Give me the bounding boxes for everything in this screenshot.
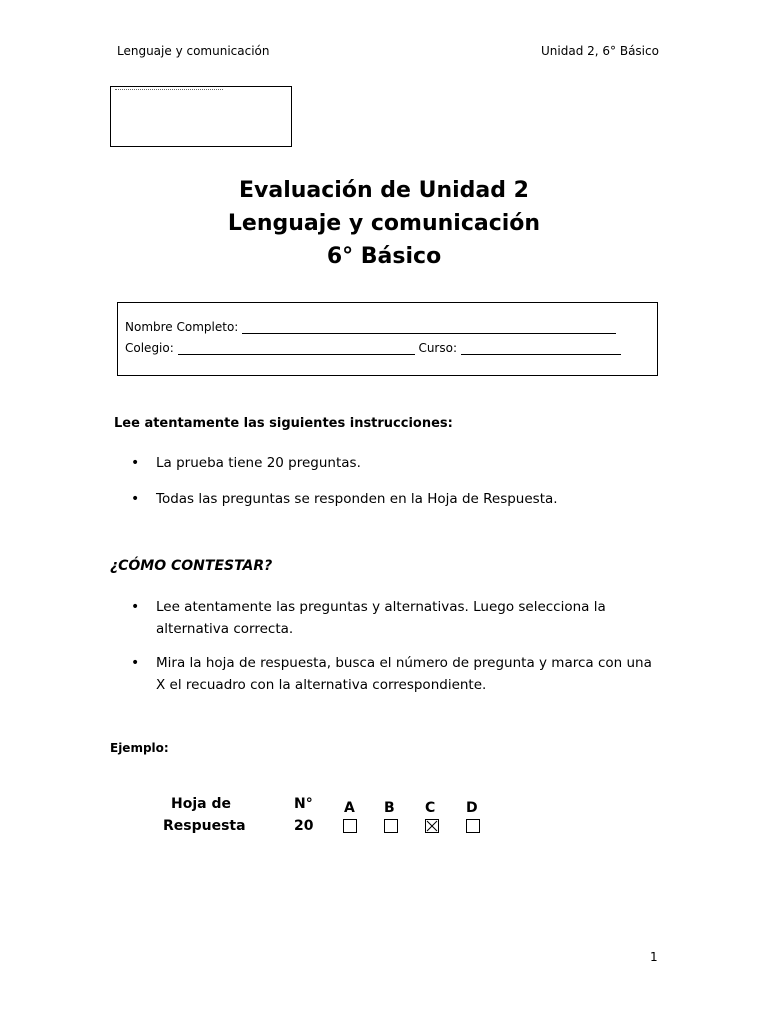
question-number-value: 20 xyxy=(294,818,314,834)
answer-checkbox-d[interactable] xyxy=(466,819,480,833)
answer-checkbox-b[interactable] xyxy=(384,819,398,833)
how-to-item xyxy=(131,596,656,640)
header-subject: Lenguaje y comunicación xyxy=(117,44,270,58)
x-mark-icon xyxy=(426,820,438,832)
answer-checkbox-a[interactable] xyxy=(343,819,357,833)
answer-checkbox-c[interactable] xyxy=(425,819,439,833)
header-unit: Unidad 2, 6° Básico xyxy=(541,44,659,58)
colegio-row xyxy=(125,341,621,355)
how-to-text: Lee atentamente las preguntas y alternativas. Luego selecciona la alternativa correcta. xyxy=(156,599,606,637)
option-label-b: B xyxy=(384,800,395,816)
how-to-item xyxy=(131,652,656,696)
instruction-text: Todas las preguntas se responden en la Hoja de Respuesta. xyxy=(156,491,558,507)
instruction-item xyxy=(131,452,361,474)
option-label-d: D xyxy=(466,800,478,816)
curso-label: Curso: xyxy=(418,341,457,355)
bullet-icon: • xyxy=(131,655,140,671)
page-subtitle-grade: 6° Básico xyxy=(326,244,442,269)
logo-placeholder-line xyxy=(115,89,223,90)
instruction-item xyxy=(131,488,558,510)
nombre-row xyxy=(125,320,616,334)
how-to-heading: ¿CÓMO CONTESTAR? xyxy=(110,558,273,574)
how-to-text: Mira la hoja de respuesta, busca el número de pregunta y marca con una X el recuadro con la alternativa correspondiente. xyxy=(156,655,652,693)
logo-placeholder-box xyxy=(110,86,292,147)
example-label: Ejemplo: xyxy=(110,741,169,755)
nombre-label: Nombre Completo: xyxy=(125,320,239,334)
option-label-c: C xyxy=(425,800,436,816)
instructions-heading: Lee atentamente las siguientes instrucciones: xyxy=(114,416,453,431)
student-info-box xyxy=(117,302,658,376)
answer-sheet-label-line2: Respuesta xyxy=(163,818,246,834)
answer-sheet-label-line1: Hoja de xyxy=(171,796,231,812)
colegio-field[interactable] xyxy=(178,342,415,355)
page-number: 1 xyxy=(650,950,658,964)
option-label-a: A xyxy=(344,800,355,816)
page-subtitle-subject: Lenguaje y comunicación xyxy=(227,211,541,236)
bullet-icon: • xyxy=(131,599,140,615)
bullet-icon: • xyxy=(131,491,140,507)
curso-field[interactable] xyxy=(461,342,621,355)
colegio-label: Colegio: xyxy=(125,341,174,355)
instruction-text: La prueba tiene 20 preguntas. xyxy=(156,455,361,471)
bullet-icon: • xyxy=(131,455,140,471)
nombre-field[interactable] xyxy=(242,321,616,334)
question-number-header: N° xyxy=(294,796,313,812)
page-title: Evaluación de Unidad 2 xyxy=(239,178,529,203)
